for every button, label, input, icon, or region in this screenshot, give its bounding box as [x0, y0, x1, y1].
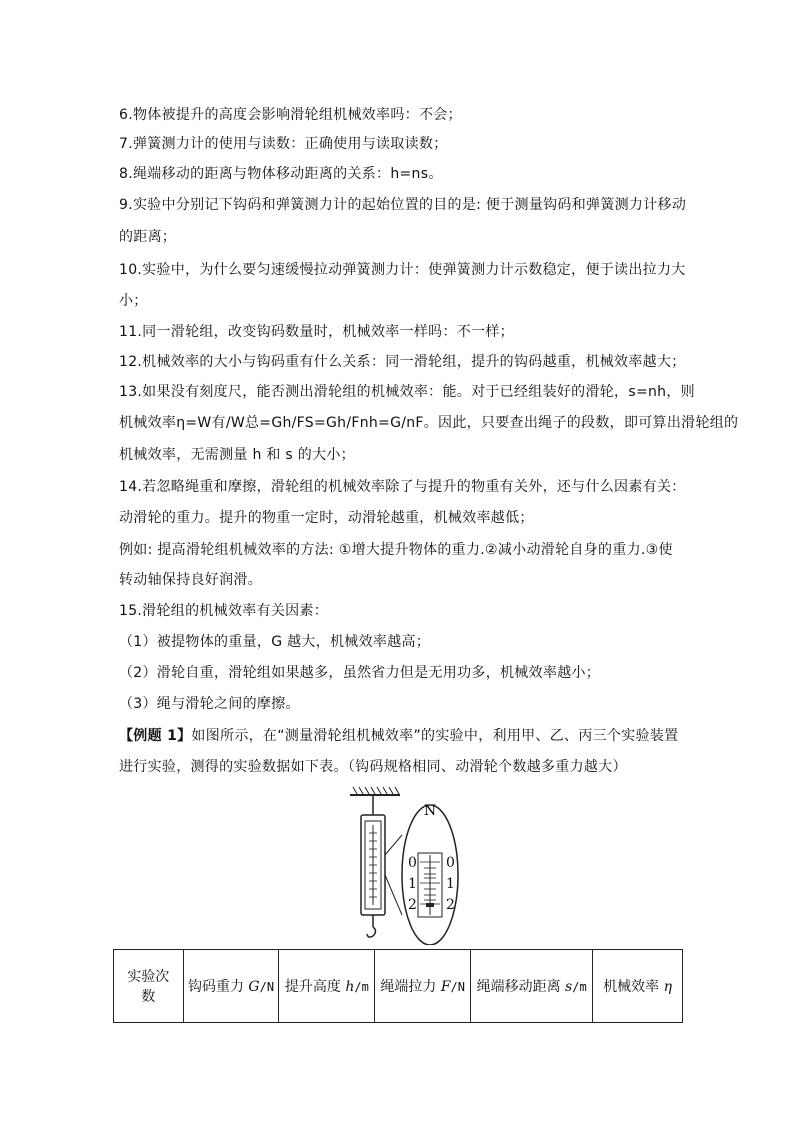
- text-line: 10.实验中，为什么要匀速缓慢拉动弹簧测力计：使弹簧测力计示数稳定，便于读出拉力大: [119, 262, 686, 278]
- tick-label: 0: [446, 855, 455, 871]
- tick-label: 2: [408, 897, 417, 913]
- header-text: 绳端拉力: [380, 979, 441, 995]
- header-text: 机械效率: [603, 979, 664, 995]
- spring-scale-figure: [340, 785, 460, 945]
- header-variable: s: [565, 979, 573, 995]
- text-line: 机械效率，无需测量 h 和 s 的大小；: [119, 447, 355, 463]
- header-variable: h: [345, 979, 355, 995]
- text-line: 8.绳端移动的距离与物体移动距离的关系：h=ns。: [119, 166, 443, 182]
- tick-label: 2: [446, 897, 455, 913]
- text-line: （3）绳与滑轮之间的摩擦。: [119, 696, 300, 712]
- table-header-cell: [114, 950, 184, 1023]
- table-header-cell: [183, 950, 279, 1023]
- text-line: （2）滑轮自重，滑轮组如果越多，虽然省力但是无用功多，机械效率越小；: [119, 665, 601, 681]
- text-line: 11.同一滑轮组，改变钩码数量时，机械效率一样吗：不一样；: [119, 324, 514, 340]
- header-unit: /N: [259, 980, 275, 994]
- tick-label: 1: [446, 876, 455, 892]
- table-header-cell: [375, 950, 471, 1023]
- text-line: 9.实验中分别记下钩码和弹簧测力计的起始位置的目的是: 便于测量钩码和弹簧测力计移动: [119, 197, 687, 213]
- table-header-cell: [593, 950, 683, 1023]
- text-line: 机械效率η=W有/W总=Gh/FS=Gh/Fnh=G/nF。因此，只要查出绳子的段数，即可算出滑轮组的: [119, 415, 739, 431]
- text-line: 6.物体被提升的高度会影响滑轮组机械效率吗：不会；: [119, 107, 462, 123]
- text-line: 小；: [119, 293, 148, 309]
- text-line: 的距离；: [119, 229, 177, 245]
- header-unit: /m: [354, 980, 369, 994]
- example-tag: 【例题 1】: [119, 728, 192, 744]
- header-variable: η: [663, 979, 672, 995]
- text-line: （1）被提物体的重量，G 越大，机械效率越高；: [119, 634, 431, 650]
- table-header-cell: [279, 950, 375, 1023]
- text-line: 13.如果没有刻度尺，能否测出滑轮组的机械效率：能。对于已经组装好的滑轮，s=nh，则: [119, 384, 695, 400]
- text-line: 14.若忽略绳重和摩擦，滑轮组的机械效率除了与提升的物重有关外，还与什么因素有关：: [119, 479, 686, 495]
- dial-label: N: [423, 803, 437, 819]
- tick-label: 0: [408, 855, 417, 871]
- header-text: 提升高度: [284, 979, 346, 995]
- text-line: 例如: 提高滑轮组机械效率的方法: ①增大提升物体的重力.②减小动滑轮自身的重力.③使: [119, 542, 673, 558]
- header-text: 数: [141, 989, 156, 1005]
- table-header-row: [114, 950, 683, 1023]
- example-line: 进行实验，测得的实验数据如下表。（钩码规格相同、动滑轮个数越多重力越大）: [119, 759, 627, 775]
- text-line: 15.滑轮组的机械效率有关因素：: [119, 603, 329, 619]
- header-variable: F: [440, 979, 451, 995]
- data-table: [113, 949, 683, 1023]
- header-text: 绳端移动距离: [476, 979, 566, 995]
- text-line: 动滑轮的重力。提升的物重一定时，动滑轮越重，机械效率越低；: [119, 510, 534, 526]
- text-line: 转动轴保持良好润滑。: [119, 572, 262, 588]
- header-unit: /N: [450, 980, 465, 994]
- header-variable: G: [248, 979, 260, 995]
- example-line: [119, 726, 678, 746]
- text-line: 7.弹簧测力计的使用与读数：正确使用与读取读数；: [119, 136, 448, 152]
- header-text: 实验次: [127, 969, 170, 985]
- text-line: 12.机械效率的大小与钩码重有什么关系：同一滑轮组，提升的钩码越重，机械效率越大；: [119, 354, 686, 370]
- table-header-cell: [471, 950, 593, 1023]
- example-text: 如图所示，在“测量滑轮组机械效率”的实验中，利用甲、乙、丙三个实验装置: [191, 728, 679, 744]
- tick-label: 1: [408, 876, 417, 892]
- header-text: 钩码重力: [187, 979, 249, 995]
- header-unit: /m: [572, 980, 587, 994]
